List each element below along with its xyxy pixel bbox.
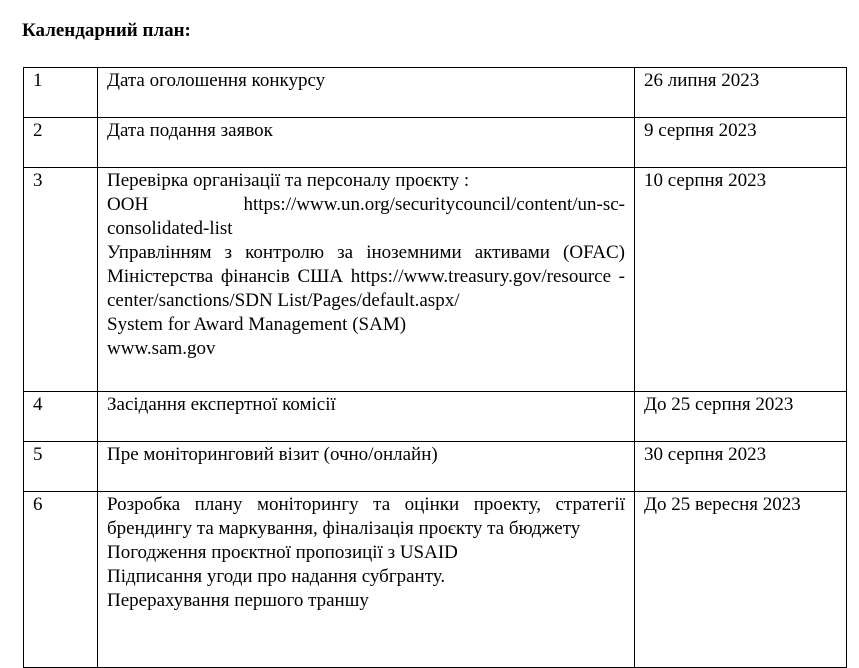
description-line: Управлінням з контролю за іноземними активами (OFAC) Міністерства фінансів США https://www.treasury.gov/resource -center/sanctions/SDN List/Pages/default.aspx/ (107, 242, 625, 311)
row-number: 6 (24, 492, 98, 668)
row-description (98, 68, 635, 118)
table-row (24, 492, 847, 668)
row-number: 5 (24, 442, 98, 492)
row-date: До 25 вересня 2023 (635, 492, 847, 668)
description-line: Дата подання заявок (107, 120, 273, 141)
row-date: 26 липня 2023 (635, 68, 847, 118)
row-date: До 25 серпня 2023 (635, 392, 847, 442)
description-line: Дата оголошення конкурсу (107, 70, 326, 91)
description-line: Перевірка організації та персоналу проєкту : (107, 170, 470, 191)
page-heading: Календарний план: (22, 20, 191, 41)
table-row (24, 68, 847, 118)
description-line: www.sam.gov (107, 338, 216, 359)
description-line: Розробка плану моніторингу та оцінки проекту, стратегії брендингу та маркування, фіналізація проєкту та бюджету (107, 494, 625, 539)
row-date: 9 серпня 2023 (635, 118, 847, 168)
row-number: 4 (24, 392, 98, 442)
row-date: 10 серпня 2023 (635, 168, 847, 392)
description-line: Засідання експертної комісії (107, 394, 336, 415)
description-line: ООН https://www.un.org/securitycouncil/content/un-sc-consolidated-list (107, 194, 625, 239)
table-row (24, 392, 847, 442)
row-description (98, 492, 635, 668)
table-row (24, 442, 847, 492)
schedule-table (23, 67, 847, 668)
row-description (98, 168, 635, 392)
description-line: System for Award Management (SAM) (107, 314, 407, 335)
description-line: Підписання угоди про надання субгранту. (107, 566, 446, 587)
description-line: Погодження проєктної пропозиції з USAID (107, 542, 458, 563)
row-number: 3 (24, 168, 98, 392)
table-row (24, 168, 847, 392)
description-line: Пре моніторинговий візит (очно/онлайн) (107, 444, 438, 465)
row-description (98, 442, 635, 492)
description-line: Перерахування першого траншу (107, 590, 369, 611)
table-row (24, 118, 847, 168)
row-number: 1 (24, 68, 98, 118)
row-date: 30 серпня 2023 (635, 442, 847, 492)
row-number: 2 (24, 118, 98, 168)
row-description (98, 392, 635, 442)
row-description (98, 118, 635, 168)
